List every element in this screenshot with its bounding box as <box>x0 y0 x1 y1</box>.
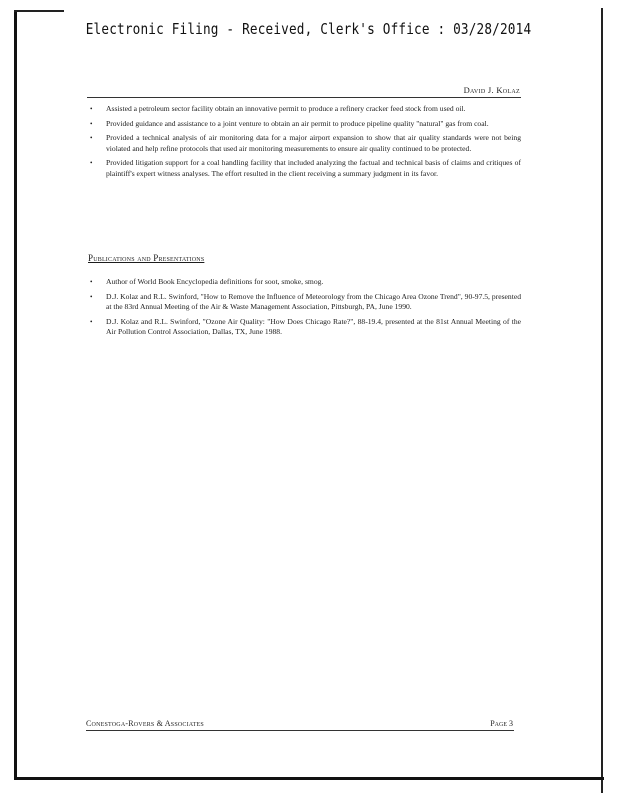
scan-top-mark <box>14 10 64 12</box>
bullet-icon: • <box>90 134 93 143</box>
bullet-icon: • <box>90 278 93 286</box>
bullet-icon: • <box>90 317 93 326</box>
header-divider <box>87 97 521 98</box>
bullet-icon: • <box>90 119 93 128</box>
scan-left-border <box>14 10 17 780</box>
list-item-text: Provided guidance and assistance to a joint venture to obtain an air permit to produce pipeline quality "natural" gas from coal. <box>106 118 489 128</box>
list-item-text: Assisted a petroleum sector facility obtain an innovative permit to produce a refinery cracker feed stock from used oil. <box>106 104 466 113</box>
list-item-text: D.J. Kolaz and R.L. Swinford, "How to Remove the Influence of Meteorology from the Chicago Area Ozone Trend", 90-97.5, presented at the 83rd Annual Meeting of the Air & Waste Management Association, Pittsburgh, PA, June 1990. <box>106 291 521 312</box>
footer-page-number: Page 3 <box>490 719 513 728</box>
list-item <box>89 292 521 313</box>
list-item <box>89 158 521 179</box>
bullet-icon: • <box>90 105 93 113</box>
footer-divider <box>86 730 514 731</box>
footer-company: Conestoga-Rovers & Associates <box>86 719 204 728</box>
list-item <box>89 119 521 130</box>
list-item-text: Provided a technical analysis of air monitoring data for a major airport expansion to show that air quality standards were not being violated and help refine protocols that used air monitoring measurements to ensure air quality continued to be protected. <box>106 133 521 153</box>
filing-stamp: Electronic Filing - Received, Clerk's Office : 03/28/2014 <box>85 20 532 38</box>
experience-list <box>89 104 521 184</box>
bullet-icon: • <box>90 292 93 301</box>
scan-right-border <box>601 8 603 793</box>
scan-bottom-border <box>14 777 604 780</box>
list-item <box>89 133 521 154</box>
list-item <box>89 104 521 115</box>
list-item <box>89 317 521 338</box>
list-item <box>89 277 521 288</box>
bullet-icon: • <box>90 159 93 168</box>
section-heading-publications: Publications and Presentations <box>88 253 205 263</box>
header-name: David J. Kolaz <box>463 85 520 95</box>
list-item-text: Author of World Book Encyclopedia definitions for soot, smoke, smog. <box>106 277 324 286</box>
publications-list <box>89 277 521 342</box>
list-item-text: Provided litigation support for a coal handling facility that included analyzing the factual and technical basis of claims and critiques of plaintiff's expert witness analyses. The effort resulted in the client receiving a summary judgment in its favor. <box>106 158 521 178</box>
list-item-text: D.J. Kolaz and R.L. Swinford, "Ozone Air Quality: "How Does Chicago Rate?", 88-19.4, presented at the 81st Annual Meeting of the Air Pollution Control Association, Dallas, TX, June 1988. <box>106 316 521 337</box>
